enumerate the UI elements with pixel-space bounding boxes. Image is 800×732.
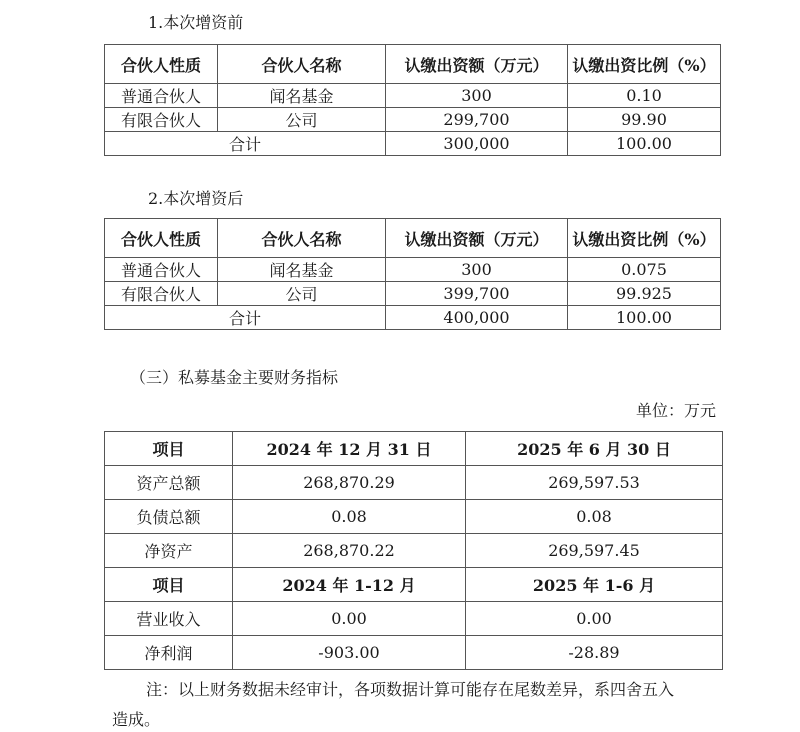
cell: 净资产	[105, 534, 233, 568]
table-header-row	[105, 219, 721, 258]
table-row	[105, 500, 723, 534]
cell: 0.075	[568, 258, 721, 282]
header-cell: 合伙人名称	[218, 45, 386, 84]
cell: 公司	[218, 108, 386, 132]
header-cell: 2025 年 6 月 30 日	[466, 432, 723, 466]
unit-label: 单位：万元	[635, 401, 716, 420]
table-row	[105, 84, 721, 108]
cell: 400,000	[386, 306, 568, 330]
cell: 营业收入	[105, 602, 233, 636]
cell: 0.10	[568, 84, 721, 108]
cell: 普通合伙人	[105, 258, 218, 282]
cell: 269,597.53	[466, 466, 723, 500]
header-cell: 认缴出资比例（%）	[568, 45, 721, 84]
cell: 100.00	[568, 306, 721, 330]
table-row	[105, 258, 721, 282]
capital-after-table	[104, 218, 721, 330]
table-row	[105, 602, 723, 636]
header-cell: 项目	[105, 432, 233, 466]
table-header-row	[105, 432, 723, 466]
total-row	[105, 306, 721, 330]
cell: 300,000	[386, 132, 568, 156]
table-row	[105, 636, 723, 670]
cell: 有限合伙人	[105, 282, 218, 306]
header-cell: 认缴出资额（万元）	[386, 219, 568, 258]
cell: 闻名基金	[218, 258, 386, 282]
cell: 0.00	[233, 602, 466, 636]
cell: 268,870.22	[233, 534, 466, 568]
cell: 99.925	[568, 282, 721, 306]
section-heading-after: 2.本次增资后	[148, 189, 244, 208]
cell: 公司	[218, 282, 386, 306]
cell: 0.08	[233, 500, 466, 534]
table-row	[105, 108, 721, 132]
cell: 0.08	[466, 500, 723, 534]
total-row	[105, 132, 721, 156]
table-row	[105, 282, 721, 306]
table-header-row	[105, 568, 723, 602]
header-cell: 认缴出资额（万元）	[386, 45, 568, 84]
cell: 普通合伙人	[105, 84, 218, 108]
cell: 合计	[105, 132, 386, 156]
cell: -28.89	[466, 636, 723, 670]
table-header-row	[105, 45, 721, 84]
header-cell: 合伙人性质	[105, 45, 218, 84]
cell: 0.00	[466, 602, 723, 636]
cell: 300	[386, 258, 568, 282]
table-row	[105, 534, 723, 568]
header-cell: 2024 年 12 月 31 日	[233, 432, 466, 466]
header-cell: 项目	[105, 568, 233, 602]
section-heading-financials: （三）私募基金主要财务指标	[130, 368, 339, 387]
cell: 合计	[105, 306, 386, 330]
cell: -903.00	[233, 636, 466, 670]
section-heading-before: 1.本次增资前	[148, 13, 244, 32]
financial-indicators-table	[104, 431, 723, 670]
cell: 269,597.45	[466, 534, 723, 568]
cell: 268,870.29	[233, 466, 466, 500]
cell: 300	[386, 84, 568, 108]
capital-before-table	[104, 44, 721, 156]
cell: 资产总额	[105, 466, 233, 500]
cell: 净利润	[105, 636, 233, 670]
cell: 负债总额	[105, 500, 233, 534]
table-row	[105, 466, 723, 500]
note-line-2: 造成。	[112, 710, 161, 729]
header-cell: 2024 年 1-12 月	[233, 568, 466, 602]
cell: 100.00	[568, 132, 721, 156]
cell: 闻名基金	[218, 84, 386, 108]
header-cell: 认缴出资比例（%）	[568, 219, 721, 258]
cell: 399,700	[386, 282, 568, 306]
cell: 299,700	[386, 108, 568, 132]
cell: 99.90	[568, 108, 721, 132]
header-cell: 合伙人名称	[218, 219, 386, 258]
header-cell: 合伙人性质	[105, 219, 218, 258]
header-cell: 2025 年 1-6 月	[466, 568, 723, 602]
cell: 有限合伙人	[105, 108, 218, 132]
note-line-1: 注：以上财务数据未经审计，各项数据计算可能存在尾数差异，系四舍五入	[146, 680, 675, 699]
